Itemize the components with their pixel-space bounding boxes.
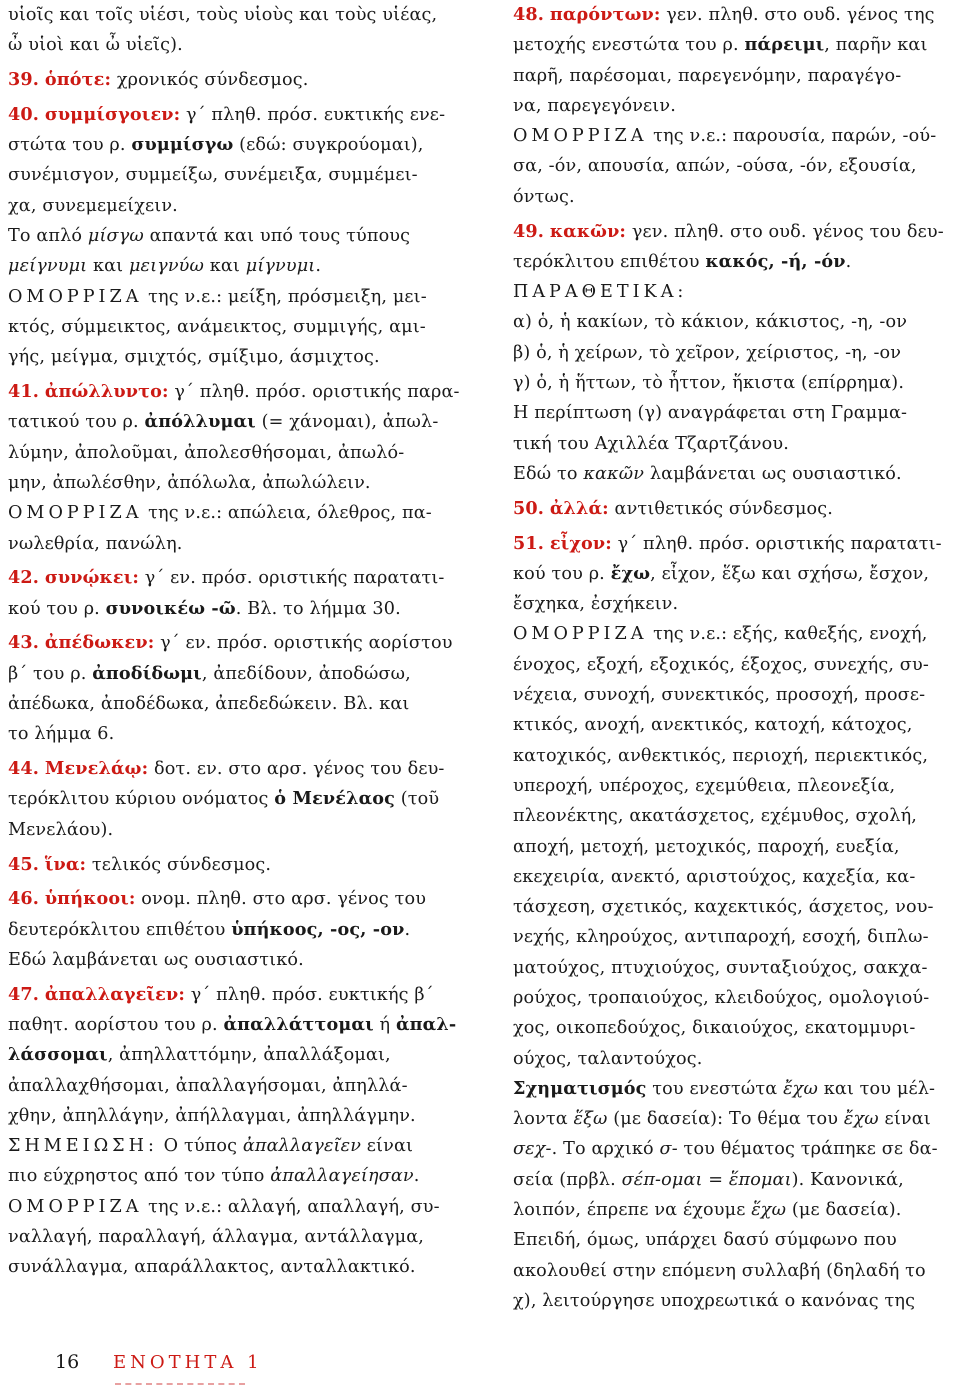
text-line: νωλεθρία, πανώλη.: [8, 533, 183, 554]
text-line: ναλλαγή, παραλλαγή, άλλαγμα, αντάλλαγμα,: [8, 1227, 424, 1248]
text-line: στώτα του ρ. συμμίσγω (εδώ: συγκρούομαι),: [8, 134, 424, 156]
entry-lemma: ἀπέδωκεν:: [44, 632, 155, 654]
text-line: νεχής, κληρούχος, αντιπαροχή, εσοχή, διπλω-: [513, 927, 929, 948]
text-line: Το απλό μίσγω απαντά και υπό τους τύπους: [8, 226, 411, 247]
entry-lemma: κακῶν:: [549, 220, 627, 242]
entry-text: τελικός σύνδεσμος.: [86, 854, 272, 875]
text-line: να, παρεγεγόνειν.: [513, 95, 676, 116]
cognates-heading: ΟΜΟΡΡΙΖΑ: [513, 126, 648, 147]
text-line: χθην, ἀπηλλάγην, ἀπήλλαγμαι, ἀπηλλάγμην.: [8, 1105, 416, 1126]
text-line: υπεροχή, υπέροχος, εχεμύθεια, πλεονεξία,: [513, 775, 896, 796]
entry-47: [8, 980, 448, 1010]
entry-51: [513, 529, 955, 559]
text-line: ἀπέδωκα, ἀποδέδωκα, ἀπεδεδώκειν. Βλ. και: [8, 694, 410, 715]
entry-40: [8, 100, 448, 130]
text-line: ΣΗΜΕΙΩΣΗ: Ο τύπος ἀπαλλαγεῖεν είναι: [8, 1136, 414, 1157]
formation-heading: Σχηματισμός: [513, 1077, 647, 1099]
text-line: κού του ρ. συνοικέω -ῶ. Βλ. το λήμμα 30.: [8, 597, 401, 619]
text-line: δευτερόκλιτου επιθέτου ὑπήκοος, -ος, -ον.: [8, 918, 411, 940]
text-line: ΟΜΟΡΡΙΖΑ της ν.ε.: αλλαγή, απαλλαγή, συ-: [8, 1196, 440, 1217]
text-line: τερόκλιτου επιθέτου κακός, -ή, -όν.: [513, 250, 852, 272]
text-line: λοιπόν, έπρεπε να έχουμε ἕχω (με δασεία).: [513, 1200, 902, 1221]
entry-text: γεν. πληθ. στο ουδ. γένος της: [660, 5, 935, 25]
text-line: κτικός, ανοχή, ανεκτικός, κατοχή, κάτοχος,: [513, 715, 913, 736]
text-line: λύμην, ἀπολοῦμαι, ἀπολεσθήσομαι, ἀπωλό-: [8, 442, 405, 463]
entry-41: [8, 377, 460, 407]
text-line: ΟΜΟΡΡΙΖΑ της ν.ε.: μείξη, πρόσμειξη, μει-: [8, 286, 427, 307]
text-line: β) ὁ, ἡ χείρων, τὸ χεῖρον, χείριστος, -η, -ον: [513, 342, 902, 363]
entry-number: 50.: [513, 497, 545, 519]
text-line: κατοχικός, ανθεκτικός, περιοχή, περιεκτικός,: [513, 745, 929, 766]
text-line: νέχεια, συνοχή, συνεκτικός, προσοχή, προσε-: [513, 685, 926, 706]
entry-number: 43.: [8, 632, 40, 654]
comparison-heading: ΠΑΡΑΘΕΤΙΚΑ:: [513, 282, 688, 303]
text-line: χα, συνεμεμείχειν.: [8, 195, 178, 216]
text-line: χος, οικοπεδούχος, δικαιούχος, εκατομμυρι-: [513, 1018, 916, 1039]
text-line: γής, μείγμα, σμιχτός, σμίξιμο, άσμιχτος.: [8, 347, 380, 368]
entry-46: [8, 884, 448, 914]
entry-number: 49.: [513, 220, 545, 242]
entry-number: 41.: [8, 381, 40, 403]
text-line: όντως.: [513, 186, 575, 207]
entry-number: 39.: [8, 69, 40, 91]
entry-text: γ΄ πληθ. πρόσ. οριστικής παρατατι-: [611, 533, 942, 554]
entry-lemma: εἶχον:: [549, 532, 612, 554]
text-line: Επειδή, όμως, υπάρχει δασύ σύμφωνο που: [513, 1230, 897, 1251]
entry-number: 46.: [8, 888, 40, 910]
entry-lemma: παρόντων:: [549, 4, 661, 25]
cognates-heading: ΟΜΟΡΡΙΖΑ: [8, 503, 143, 524]
entry-lemma: συνῴκει:: [44, 567, 140, 589]
text-line: ματούχος, πτυχιούχος, συνταξιούχος, σακχα-: [513, 957, 928, 978]
text-line: μείγνυμι και μειγνύω και μίγνυμι.: [8, 256, 322, 277]
entry-lemma: ἀπαλλαγεῖεν:: [44, 983, 185, 1005]
text-line: τερόκλιτου κύριου ονόματος ὁ Μενέλαος (τοῦ: [8, 788, 440, 810]
entry-lemma: ὁπότε:: [44, 69, 112, 91]
text-line: ένοχος, εξοχή, εξοχικός, έξοχος, συνεχής, συ-: [513, 654, 929, 675]
entry-text: δοτ. εν. στο αρσ. γένος του δευ-: [148, 759, 445, 780]
entry-50: [513, 494, 955, 524]
entry-lemma: ὑπήκοοι:: [44, 888, 136, 910]
entry-text: γεν. πληθ. στο ουδ. γένος του δευ-: [626, 221, 944, 242]
text-line: τική του Αχιλλέα Τζαρτζάνου.: [513, 433, 789, 454]
text-line: εκεχειρία, ανεκτό, αριστούχος, καχεξία, κα-: [513, 866, 916, 887]
text-line: Η περίπτωση (γ) αναγράφεται στη Γραμμα-: [513, 403, 908, 424]
text-line: ΟΜΟΡΡΙΖΑ της ν.ε.: παρουσία, παρών, -ού-: [513, 126, 937, 147]
entry-number: 44.: [8, 758, 40, 780]
entry-text: ονομ. πληθ. στο αρσ. γένος του: [135, 889, 427, 910]
entry-text: γ΄ πληθ. πρόσ. οριστικής παρα-: [168, 382, 460, 403]
text-line: Εδώ το κακῶν λαμβάνεται ως ουσιαστικό.: [513, 463, 902, 484]
text-line: κού του ρ. ἔχω, εἶχον, ἕξω και σχήσω, ἔσχον,: [513, 562, 930, 584]
entry-number: 47.: [8, 983, 40, 1005]
text-line: υἱοῖς και τοῖς υἱέσι, τοὺς υἱοὺς και τοὺς υἱέας,: [8, 5, 438, 25]
note-heading: ΣΗΜΕΙΩΣΗ:: [8, 1136, 158, 1157]
text-line: τατικού του ρ. ἀπόλλυμαι (= χάνομαι), ἀπωλ-: [8, 411, 439, 433]
text-line: σα, -όν, απουσία, απών, -ούσα, -όν, εξουσία,: [513, 156, 917, 177]
text-line: γ) ὁ, ἡ ἥττων, τὸ ἧττον, ἥκιστα (επίρρημα).: [513, 373, 905, 394]
entry-39: [8, 65, 448, 95]
text-line: πιο εύχρηστος από τον τύπο ἀπαλλαγείησαν.: [8, 1166, 420, 1187]
entry-43: [8, 628, 453, 658]
text-line: ΟΜΟΡΡΙΖΑ της ν.ε.: απώλεια, όλεθρος, πα-: [8, 503, 432, 524]
text-line: μετοχής ενεστώτα του ρ. πάρειμι, παρῆν και: [513, 34, 928, 56]
cognates-heading: ΟΜΟΡΡΙΖΑ: [513, 624, 648, 645]
text-line: σεχ-. Το αρχικό σ- του θέματος τράπηκε σε δα-: [513, 1139, 938, 1160]
entry-text: αντιθετικός σύνδεσμος.: [608, 498, 834, 519]
unit-label: ΕΝΟΤΗΤΑ 1: [113, 1352, 263, 1373]
entry-48: [513, 0, 955, 30]
text-line: ἔσχηκα, ἐσχήκειν.: [513, 594, 679, 615]
entry-lemma: ἵνα:: [44, 853, 87, 875]
text-line: ἀπαλλαχθήσομαι, ἀπαλλαγήσομαι, ἀπηλλά-: [8, 1075, 408, 1096]
text-line: [513, 277, 955, 307]
entry-text: γ΄ εν. πρόσ. οριστικής αορίστου: [154, 633, 453, 654]
entry-number: 48.: [513, 4, 545, 25]
text-line: τάσχεση, σχετικός, καχεκτικός, άσχετος, νου-: [513, 897, 934, 918]
entry-42: [8, 563, 448, 593]
text-line: παρῆ, παρέσομαι, παρεγενόμην, παραγέγο-: [513, 65, 902, 86]
text-line: Μενελάου).: [8, 819, 114, 840]
entry-text: γ΄ πληθ. πρόσ. ευκτικής β΄: [185, 984, 434, 1005]
text-line: ούχος, ταλαντούχος.: [513, 1048, 703, 1069]
entry-lemma: συμμίσγοιεν:: [44, 103, 181, 125]
entry-lemma: ἀλλά:: [549, 497, 609, 519]
entry-49: [513, 217, 955, 247]
entry-text: χρονικός σύνδεσμος.: [111, 70, 309, 91]
text-line: κτός, σύμμεικτος, ανάμεικτος, συμμιγής, αμι-: [8, 316, 426, 337]
text-line: ακολουθεί στην επόμενη συλλαβή (δηλαδή το: [513, 1260, 926, 1281]
text-line: σεία (πρβλ. σέπ-ομαι = ἕπομαι). Κανονικά,: [513, 1169, 904, 1190]
entry-number: 40.: [8, 103, 40, 125]
text-line: το λήμμα 6.: [8, 724, 115, 745]
footer-divider: [115, 1383, 245, 1385]
entry-text: γ΄ εν. πρόσ. οριστικής παρατατι-: [139, 568, 445, 589]
entry-number: 42.: [8, 567, 40, 589]
text-line: Εδώ λαμβάνεται ως ουσιαστικό.: [8, 949, 304, 970]
text-line: Σχηματισμός του ενεστώτα ἔχω και του μέλ-: [513, 1077, 936, 1099]
text-line: πλεονέκτης, ακατάσχετος, εχέμυθος, σχολή,: [513, 806, 918, 827]
cognates-heading: ΟΜΟΡΡΙΖΑ: [8, 1196, 143, 1217]
cognates-heading: ΟΜΟΡΡΙΖΑ: [8, 286, 143, 307]
text-line: μην, ἀπωλέσθην, ἀπόλωλα, ἀπωλώλειν.: [8, 472, 371, 493]
text-line: παθητ. αορίστου του ρ. ἀπαλλάττομαι ή ἀπαλ-: [8, 1014, 457, 1035]
text-line: β΄ του ρ. ἀποδίδωμι, ἀπεδίδουν, ἀποδώσω,: [8, 662, 411, 684]
entry-number: 51.: [513, 532, 545, 554]
entry-number: 45.: [8, 853, 40, 875]
text-line: ΟΜΟΡΡΙΖΑ της ν.ε.: εξής, καθεξής, ενοχή,: [513, 624, 928, 645]
right-column: [513, 0, 955, 1316]
entry-text: γ΄ πληθ. πρόσ. ευκτικής ενε-: [180, 104, 446, 125]
entry-45: [8, 850, 448, 880]
text-line: αποχή, μετοχή, μετοχικός, παροχή, ευεξία,: [513, 836, 900, 857]
text-line: συνέμισγον, συμμείξω, συνέμειξα, συμμέμει-: [8, 165, 418, 186]
left-column: [8, 0, 460, 1283]
text-line: συνάλλαγμα, απαράλλακτος, ανταλλακτικό.: [8, 1257, 416, 1278]
entry-lemma: Μενελάῳ:: [44, 758, 149, 780]
text-line: λάσσομαι, ἀπηλλαττόμην, ἀπαλλάξομαι,: [8, 1044, 391, 1066]
text-line: ρούχος, τροπαιούχος, κλειδούχος, ομολογιού-: [513, 988, 930, 1008]
text-line: ὦ υἱοὶ και ὦ υἱεῖς).: [8, 35, 183, 56]
page-footer: [55, 1351, 263, 1373]
entry-44: [8, 754, 448, 784]
text-line: χ), λειτούργησε υποχρεωτικά ο κανόνας της: [513, 1290, 916, 1311]
text-line: λοντα ἕξω (με δασεία): Το θέμα του ἔχω είναι: [513, 1109, 931, 1130]
page-number: 16: [55, 1351, 80, 1373]
text-line: α) ὁ, ἡ κακίων, τὸ κάκιον, κάκιστος, -η, -ον: [513, 312, 908, 333]
entry-lemma: ἀπώλλυντο:: [44, 381, 169, 403]
